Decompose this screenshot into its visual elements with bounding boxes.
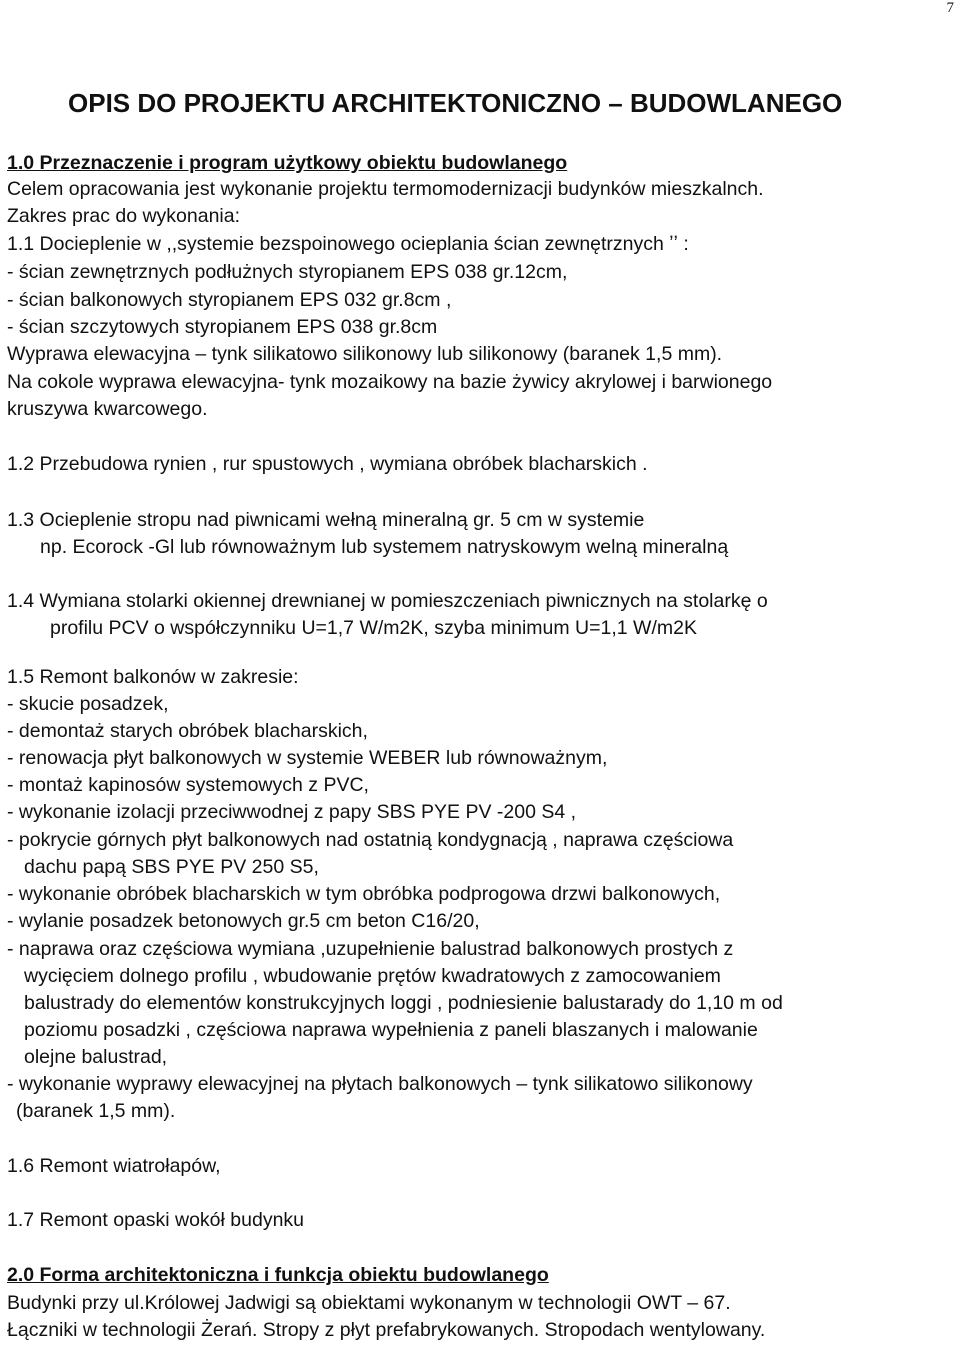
item-1-3: 1.3 Ocieplenie stropu nad piwnicami wełną mineralną gr. 5 cm w systemie <box>7 509 645 531</box>
list-item: - wylanie posadzek betonowych gr.5 cm beton C16/20, <box>7 910 480 932</box>
list-item: - demontaż starych obróbek blacharskich, <box>7 720 368 742</box>
document-title: OPIS DO PROJEKTU ARCHITEKTONICZNO – BUDOWLANEGO <box>68 88 843 118</box>
paragraph-line: Na cokole wyprawa elewacyjna- tynk mozaikowy na bazie żywicy akrylowej i barwionego <box>7 371 773 393</box>
list-item: - naprawa oraz częściowa wymiana ,uzupełnienie balustrad balkonowych prostych z <box>7 938 734 960</box>
page-number: 7 <box>946 0 954 16</box>
paragraph-line: Łączniki w technologii Żerań. Stropy z płyt prefabrykowanych. Stropodach wentylowany. <box>7 1319 766 1341</box>
section-1-heading: 1.0 Przeznaczenie i program użytkowy obiektu budowlanego <box>7 152 568 174</box>
paragraph-line: Budynki przy ul.Królowej Jadwigi są obiektami wykonanym w technologii OWT – 67. <box>7 1292 731 1314</box>
paragraph-line: Wyprawa elewacyjna – tynk silikatowo silikonowy lub silikonowy (baranek 1,5 mm). <box>7 343 723 365</box>
list-item-continuation: balustrady do elementów konstrukcyjnych loggi , podniesienie balustarady do 1,10 m od <box>24 992 783 1014</box>
paragraph-line: - ścian zewnętrznych podłużnych styropianem EPS 038 gr.12cm, <box>7 261 568 283</box>
paragraph-line: - ścian balkonowych styropianem EPS 032 gr.8cm , <box>7 289 452 311</box>
list-item: - skucie posadzek, <box>7 693 169 715</box>
item-1-4-continuation: profilu PCV o współczynniku U=1,7 W/m2K, szyba minimum U=1,1 W/m2K <box>50 617 697 639</box>
paragraph-line: - ścian szczytowych styropianem EPS 038 gr.8cm <box>7 316 438 338</box>
item-1-2: 1.2 Przebudowa rynien , rur spustowych , wymiana obróbek blacharskich . <box>7 453 648 475</box>
list-item-continuation: wycięciem dolnego profilu , wbudowanie prętów kwadratowych z zamocowaniem <box>24 965 721 987</box>
paragraph-line: Celem opracowania jest wykonanie projektu termomodernizacji budynków mieszkalnch. <box>7 178 764 200</box>
paragraph-line: Zakres prac do wykonania: <box>7 205 241 227</box>
list-item-continuation: poziomu posadzki , częściowa naprawa wypełnienia z paneli blaszanych i malowanie <box>24 1019 758 1041</box>
list-item: - pokrycie górnych płyt balkonowych nad ostatnią kondygnacją , naprawa częściowa <box>7 829 734 851</box>
list-item: - renowacja płyt balkonowych w systemie WEBER lub równoważnym, <box>7 747 608 769</box>
list-item-continuation: (baranek 1,5 mm). <box>16 1100 176 1122</box>
item-1-5-heading: 1.5 Remont balkonów w zakresie: <box>7 666 299 688</box>
section-2-heading: 2.0 Forma architektoniczna i funkcja obiektu budowlanego <box>7 1264 549 1286</box>
item-1-6: 1.6 Remont wiatrołapów, <box>7 1155 221 1177</box>
paragraph-line: kruszywa kwarcowego. <box>7 398 208 420</box>
list-item: - wykonanie wyprawy elewacyjnej na płytach balkonowych – tynk silikatowo silikonowy <box>7 1073 753 1095</box>
paragraph-line: 1.1 Docieplenie w ,,systemie bezspoinowego ocieplania ścian zewnętrznych ʼʼ : <box>7 233 689 255</box>
list-item: - montaż kapinosów systemowych z PVC, <box>7 774 369 796</box>
list-item: - wykonanie izolacji przeciwwodnej z papy SBS PYE PV -200 S4 , <box>7 801 577 823</box>
item-1-7: 1.7 Remont opaski wokół budynku <box>7 1209 305 1231</box>
list-item-continuation: olejne balustrad, <box>24 1046 168 1068</box>
item-1-3-continuation: np. Ecorock -Gl lub równoważnym lub systemem natryskowym welną mineralną <box>40 536 729 558</box>
list-item: - wykonanie obróbek blacharskich w tym obróbka podprogowa drzwi balkonowych, <box>7 883 721 905</box>
list-item-continuation: dachu papą SBS PYE PV 250 S5, <box>24 856 319 878</box>
item-1-4: 1.4 Wymiana stolarki okiennej drewnianej w pomieszczeniach piwnicznych na stolarkę o <box>7 590 768 612</box>
